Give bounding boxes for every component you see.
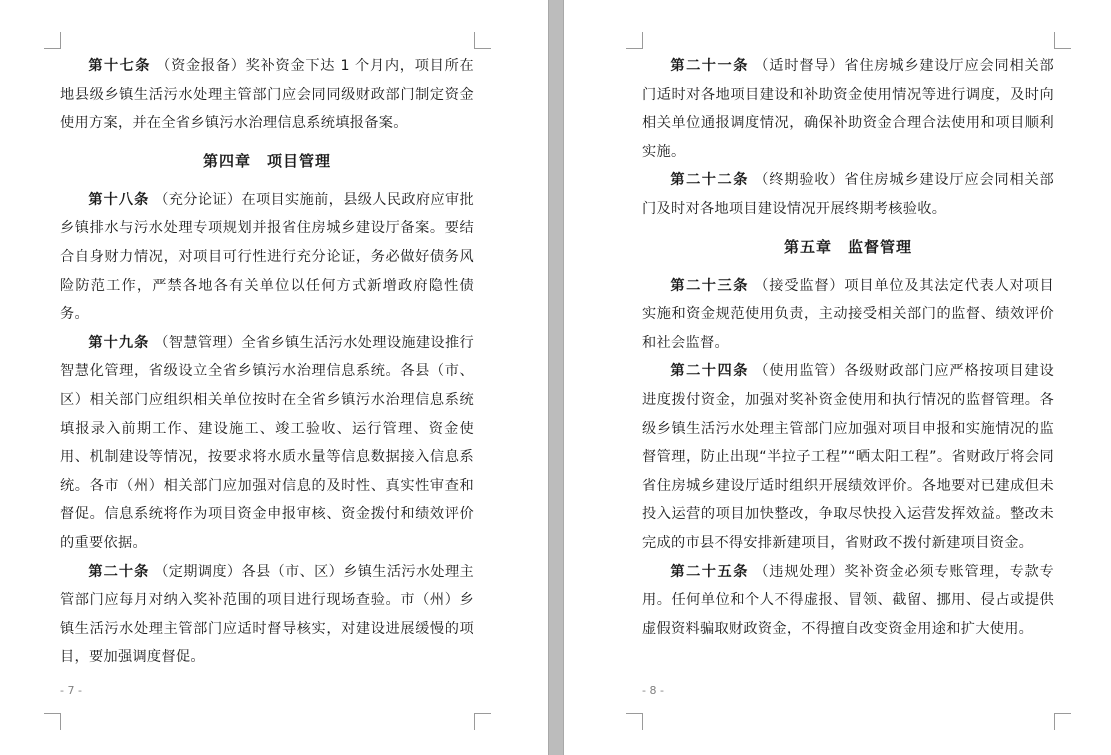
- crop-mark-top-right: [1054, 32, 1071, 49]
- article-paragraph: [60, 186, 474, 329]
- crop-mark-bottom-left: [44, 713, 61, 730]
- article-text: （违规处理）奖补资金必须专账管理，专款专用。任何单位和个人不得虚报、冒领、截留、挪用、侵占或提供虚假资料骗取财政资金，不得擅自改变资金用途和扩大使用。: [642, 563, 1054, 637]
- article-text: （资金报备）奖补资金下达 1 个月内，项目所在地县级乡镇生活污水处理主管部门应会同同级财政部门制定资金使用方案，并在全省乡镇污水治理信息系统填报备案。: [60, 58, 474, 132]
- crop-mark-bottom-right: [1054, 713, 1071, 730]
- crop-mark-top-left: [44, 32, 61, 49]
- article-paragraph: [60, 558, 474, 672]
- article-text: （接受监督）项目单位及其法定代表人对项目实施和资金规范使用负责，主动接受相关部门的监督、绩效评价和社会监督。: [642, 277, 1054, 351]
- article-paragraph: [60, 52, 474, 138]
- article-paragraph: [642, 558, 1054, 644]
- article-number: 第二十五条: [670, 563, 749, 580]
- article-text: （智慧管理）全省乡镇生活污水处理设施建设推行智慧化管理，省级设立全省乡镇污水治理信息系统。各县（市、区）相关部门应组织相关单位按时在全省乡镇污水治理信息系统填报录入前期工作、建设施工、竣工验收、运行管理、资金使用、机制建设等情况，按要求将水质水量等信息数据接入信息系统。各市（州）相关部门应加强对信息的及时性、真实性审查和督促。信息系统将作为项目资金申报审核、资金拨付和绩效评价的重要依据。: [60, 334, 474, 551]
- page-content: [60, 52, 474, 672]
- document-page-left: [0, 0, 548, 755]
- article-number: 第十九条: [88, 334, 150, 351]
- article-text: （终期验收）省住房城乡建设厅应会同相关部门及时对各地项目建设情况开展终期考核验收。: [642, 172, 1054, 217]
- page-content: [642, 52, 1054, 643]
- document-page-right: [564, 0, 1111, 755]
- article-number: 第二十二条: [670, 172, 749, 189]
- article-text: （使用监管）各级财政部门应严格按项目建设进度拨付资金，加强对奖补资金使用和执行情况的监督管理。各级乡镇生活污水处理主管部门应加强对项目申报和实施情况的监督管理，防止出现“半拉子工程”“晒太阳工程”。省财政厅将会同省住房城乡建设厅适时组织开展绩效评价。各地要对已建成但未投入运营的项目加快整改，争取尽快投入运营发挥效益。整改未完成的市县不得安排新建项目，省财政不拨付新建项目资金。: [642, 363, 1054, 551]
- crop-mark-top-right: [474, 32, 491, 49]
- article-number: 第二十条: [88, 563, 150, 580]
- chapter-heading: 第四章 项目管理: [202, 151, 331, 170]
- chapter-heading: 第五章 监督管理: [783, 237, 912, 256]
- page-number: - 7 -: [60, 684, 82, 697]
- article-number: 第二十一条: [670, 58, 749, 74]
- article-text: （充分论证）在项目实施前，县级人民政府应审批乡镇排水与污水处理专项规划并报省住房城乡建设厅备案。要结合自身财力情况，对项目可行性进行充分论证，务必做好债务风险防范工作，严禁各地各有关单位以任何方式新增政府隐性债务。: [60, 191, 474, 323]
- crop-mark-top-left: [626, 32, 643, 49]
- article-text: （定期调度）各县（市、区）乡镇生活污水处理主管部门应每月对纳入奖补范围的项目进行现场查验。市（州）乡镇生活污水处理主管部门应适时督导核实，对建设进展缓慢的项目，要加强调度督促。: [60, 563, 474, 666]
- article-number: 第二十四条: [670, 363, 749, 380]
- article-paragraph: [642, 272, 1054, 358]
- page-gutter: [548, 0, 564, 755]
- article-number: 第十七条: [88, 58, 151, 74]
- article-number: 第二十三条: [670, 277, 749, 294]
- article-paragraph: [642, 357, 1054, 557]
- article-paragraph: [642, 52, 1054, 166]
- article-paragraph: [60, 329, 474, 558]
- crop-mark-bottom-right: [474, 713, 491, 730]
- page-number: - 8 -: [642, 684, 664, 697]
- crop-mark-bottom-left: [626, 713, 643, 730]
- article-number: 第十八条: [88, 191, 150, 208]
- article-paragraph: [642, 166, 1054, 223]
- article-text: （适时督导）省住房城乡建设厅应会同相关部门适时对各地项目建设和补助资金使用情况等进行调度，及时向相关单位通报调度情况，确保补助资金合理合法使用和项目顺利实施。: [642, 58, 1054, 160]
